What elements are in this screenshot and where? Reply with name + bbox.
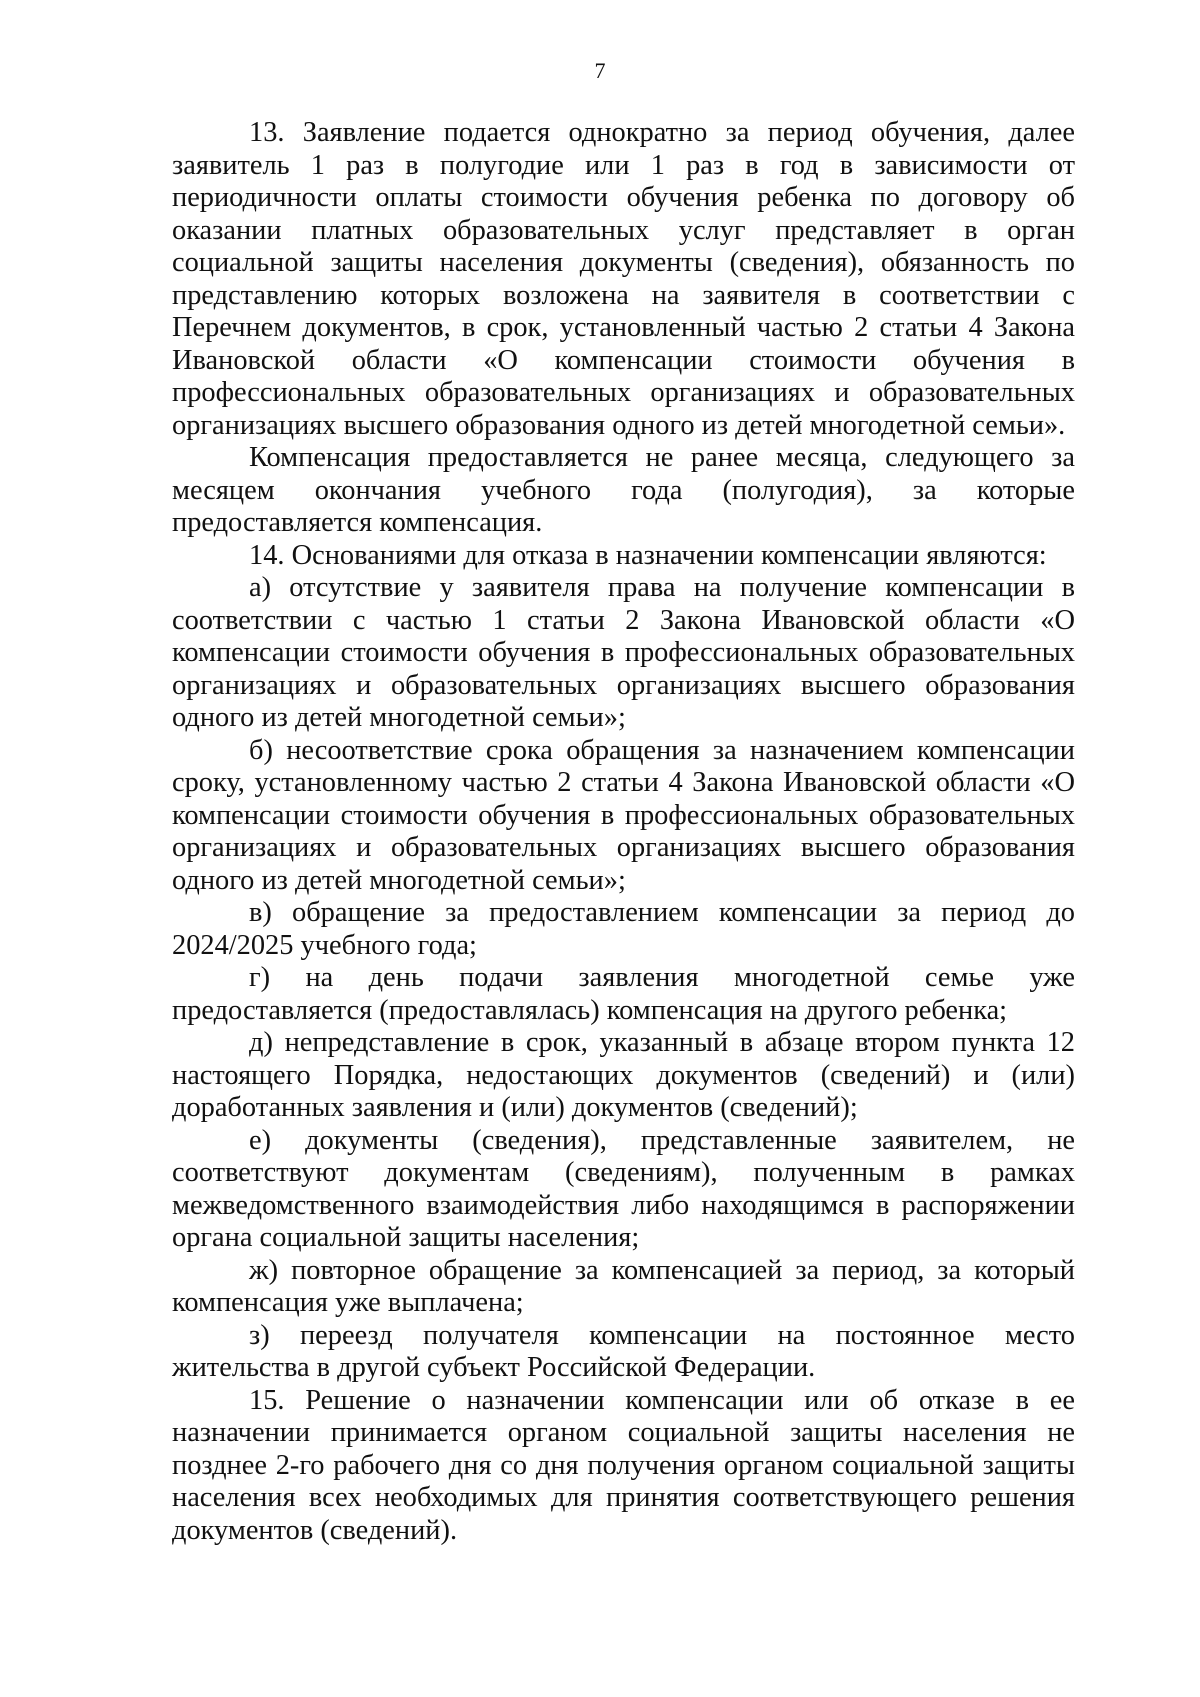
list-item-a: а) отсутствие у заявителя права на получение компенсации в соответствии с частью 1 статьи 2 Закона Ивановской области «О компенсации стоимости обучения в профессиональных образовательных организациях и образовательных организациях высшего образования одного из детей многодетной семьи»; — [172, 572, 1075, 733]
paragraph-compensation-timing: Компенсация предоставляется не ранее месяца, следующего за месяцем окончания учебного года (полугодия), за которые предоставляется компенсация. — [172, 442, 1075, 538]
paragraph-14: 14. Основаниями для отказа в назначении компенсации являются: — [249, 539, 1047, 571]
paragraph-15: 15. Решение о назначении компенсации или об отказе в ее назначении принимается органом социальной защиты населения не позднее 2-го рабочего дня со дня получения органом социальной защиты населения всех необходимых для принятия соответствующего решения документов (сведений). — [172, 1384, 1075, 1546]
paragraph-13: 13. Заявление подается однократно за период обучения, далее заявитель 1 раз в полугодие или 1 раз в год в зависимости от периодичности оплаты стоимости обучения ребенка по договору об оказании платных образовательных услуг представляет в орган социальной защиты населения документы (сведения), обязанность по представлению которых возложена на заявителя в соответствии с Перечнем документов, в срок, установленный частью 2 статьи 4 Закона Ивановской области «О компенсации стоимости обучения в профессиональных образовательных организациях и образовательных организациях высшего образования одного из детей многодетной семьи». — [172, 117, 1075, 441]
list-item-v: в) обращение за предоставлением компенсации за период до 2024/2025 учебного года; — [172, 897, 1075, 961]
list-item-d: д) непредставление в срок, указанный в абзаце втором пункта 12 настоящего Порядка, недостающих документов (сведений) и (или) доработанных заявления и (или) документов (сведений); — [172, 1027, 1075, 1123]
list-item-e: е) документы (сведения), представленные заявителем, не соответствуют документам (сведениям), полученным в рамках межведомственного взаимодействия либо находящимся в распоряжении органа социальной защиты населения; — [172, 1124, 1075, 1253]
page-number: 7 — [594, 58, 606, 83]
list-item-z: з) переезд получателя компенсации на постоянное место жительства в другой субъект Российской Федерации. — [172, 1319, 1075, 1383]
list-item-b: б) несоответствие срока обращения за назначением компенсации сроку, установленному частью 2 статьи 4 Закона Ивановской области «О компенсации стоимости обучения в профессиональных образовательных организациях и образовательных организациях высшего образования одного из детей многодетной семьи»; — [172, 734, 1075, 896]
list-item-zh: ж) повторное обращение за компенсацией за период, за который компенсация уже выплачена; — [172, 1254, 1075, 1318]
document-body — [172, 117, 1075, 1547]
list-item-g: г) на день подачи заявления многодетной семье уже предоставляется (предоставлялась) компенсация на другого ребенка; — [172, 962, 1075, 1026]
